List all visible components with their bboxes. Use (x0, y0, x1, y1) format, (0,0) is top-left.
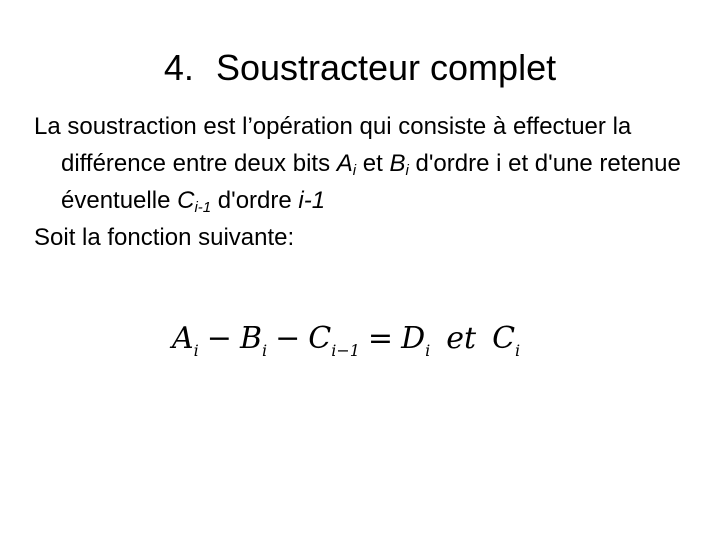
definition-text-4: d'ordre (211, 187, 299, 214)
var-a: A (336, 150, 353, 177)
title-text: Soustracteur complet (215, 47, 557, 88)
formula-equals: = (367, 321, 394, 356)
formula-d-sub: i (425, 341, 431, 360)
formula-et: et (446, 321, 477, 356)
formula-d: D (401, 321, 426, 356)
formula-b-sub: i (261, 341, 268, 360)
definition-text-2: et (356, 150, 390, 177)
formula-minus-2: − (275, 321, 301, 356)
function-intro-text: Soit la fonction suivante: (34, 224, 295, 251)
var-a-sub: i (352, 162, 357, 179)
var-c: C (177, 187, 195, 214)
definition-text-1: La soustraction est l’opération qui consiste à effectuer la différence entre deux bits (34, 113, 632, 177)
formula-c2: C (492, 321, 516, 356)
formula-a-sub: i (193, 341, 199, 360)
formula-c: C (308, 321, 332, 356)
title-number: 4. (163, 47, 194, 88)
formula-c2-sub: i (515, 341, 521, 360)
var-b-sub: i (405, 162, 409, 179)
slide-body (34, 108, 694, 256)
order-value: i-1 (298, 187, 326, 214)
definition-text-3: d'ordre i et d'une retenue éventuelle (61, 150, 681, 214)
formula-a: A (172, 321, 194, 356)
var-b: B (389, 150, 406, 177)
slide-title (0, 44, 720, 92)
formula-c-sub: i−1 (331, 341, 360, 360)
formula-minus-1: − (206, 321, 232, 356)
formula (172, 319, 520, 359)
var-c-sub: i-1 (194, 199, 212, 216)
definition-paragraph (34, 108, 694, 219)
formula-b: B (239, 321, 262, 356)
function-intro (34, 219, 694, 256)
